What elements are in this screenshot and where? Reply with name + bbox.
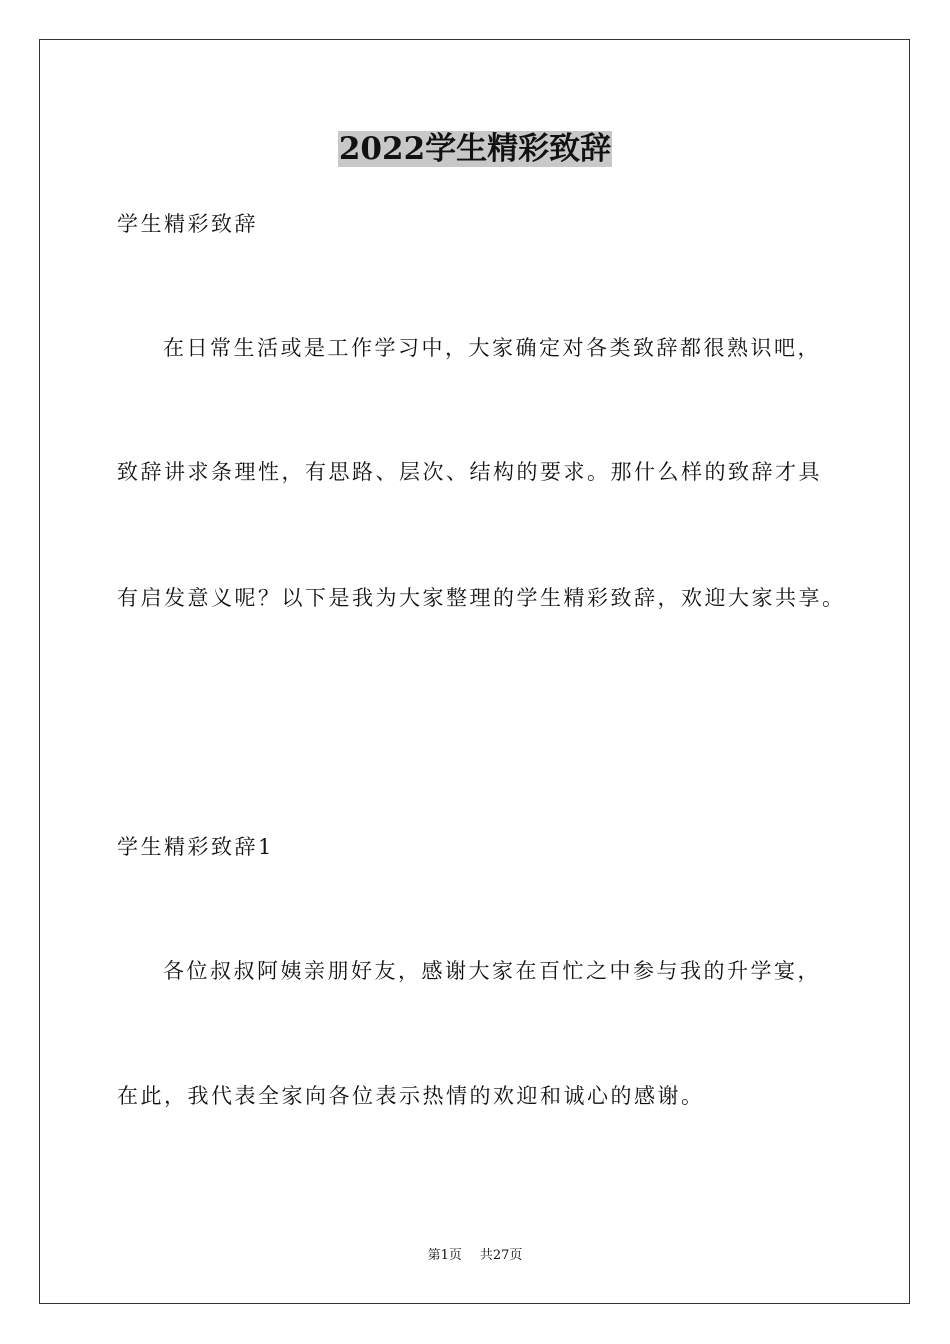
intro-paragraph-line: 在日常生活或是工作学习中，大家确定对各类致辞都很熟识吧， [163, 336, 821, 360]
document-title-text: 2022学生精彩致辞 [338, 131, 612, 167]
document-subtitle: 学生精彩致辞 [117, 212, 258, 236]
section-paragraph-line: 各位叔叔阿姨亲朋好友，感谢大家在百忙之中参与我的升学宴， [163, 959, 821, 983]
page-total: 共27页 [479, 1248, 523, 1263]
document-title [0, 127, 950, 171]
intro-paragraph-line: 有启发意义呢？以下是我为大家整理的学生精彩致辞，欢迎大家共享。 [117, 586, 846, 610]
page-footer [0, 1247, 950, 1265]
section-paragraph-line: 在此，我代表全家向各位表示热情的欢迎和诚心的感谢。 [117, 1084, 705, 1108]
section-heading: 学生精彩致辞1 [117, 835, 274, 859]
page-number: 第1页 [427, 1248, 462, 1263]
intro-paragraph-line: 致辞讲求条理性，有思路、层次、结构的要求。那什么样的致辞才具 [117, 460, 822, 484]
